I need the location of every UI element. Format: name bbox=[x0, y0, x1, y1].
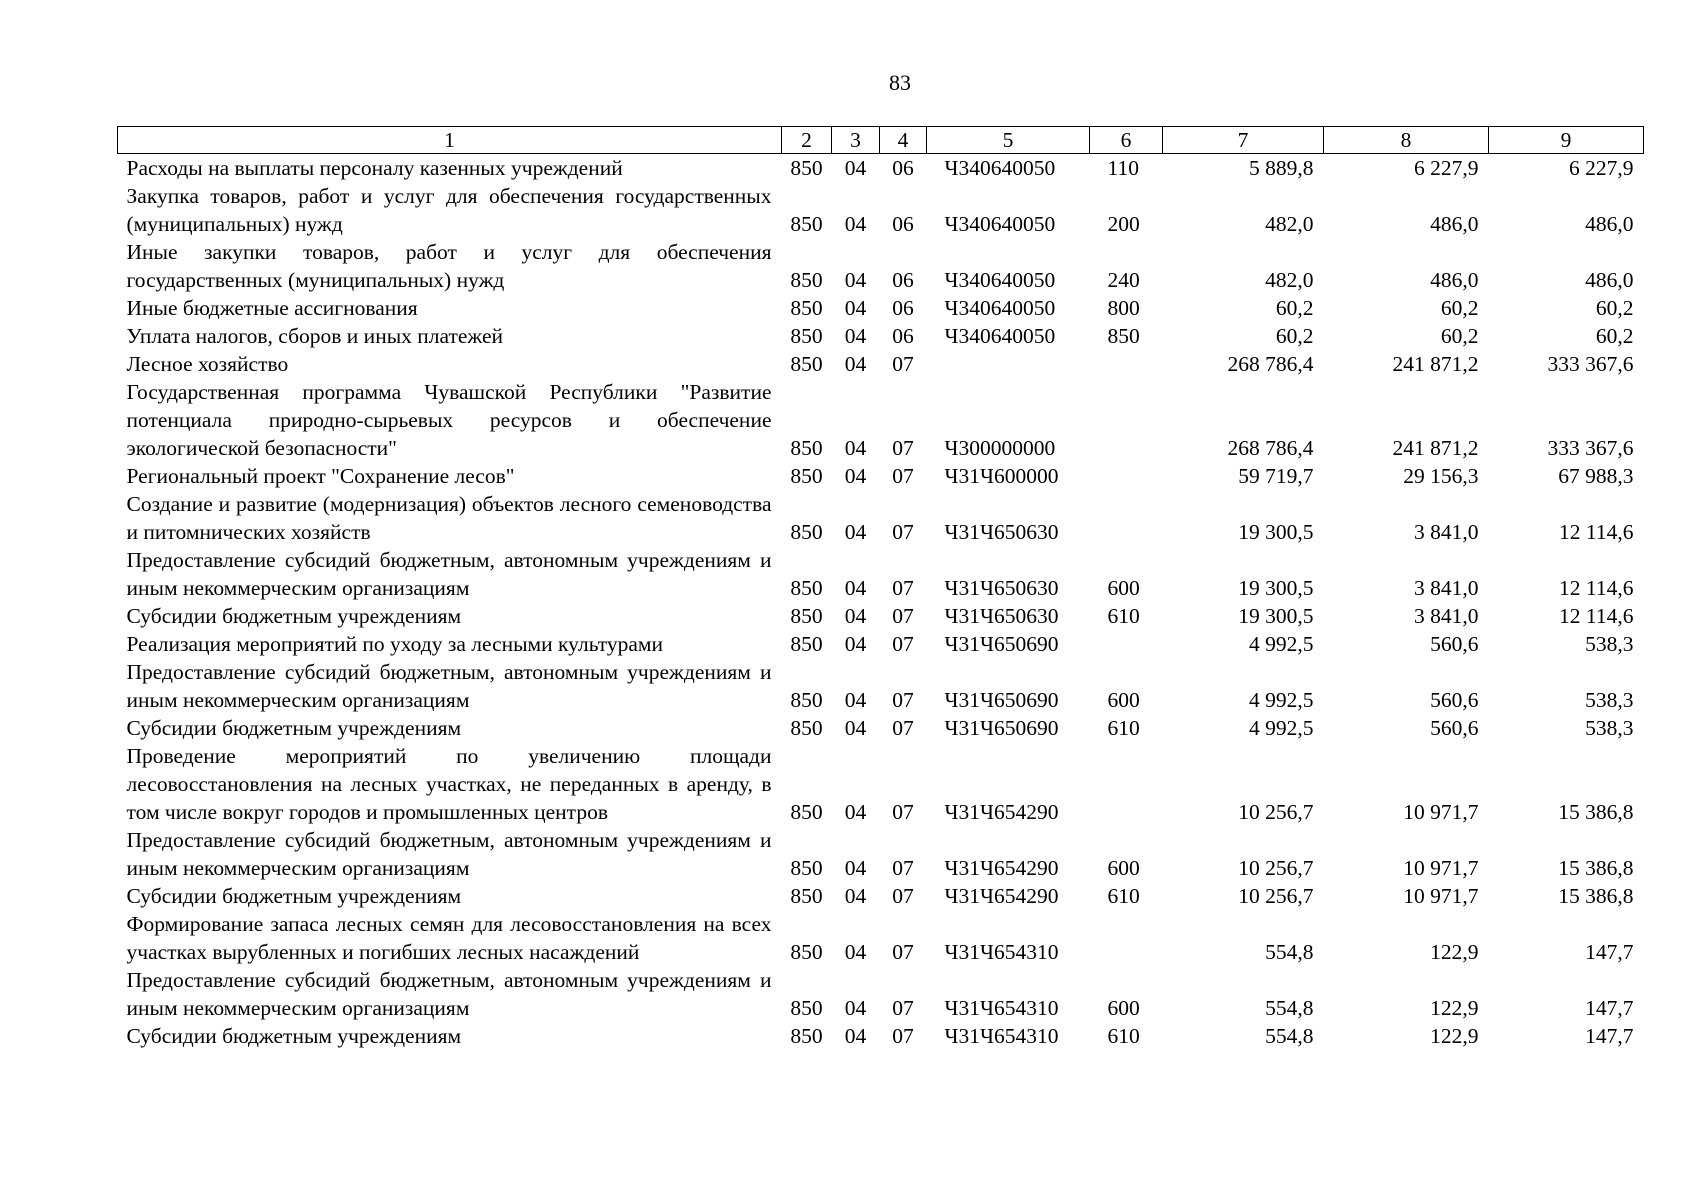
header-col-9: 9 bbox=[1489, 127, 1644, 154]
page-number: 83 bbox=[889, 70, 911, 95]
row-section: 04 bbox=[844, 324, 867, 348]
row-grbs: 850 bbox=[790, 296, 823, 320]
row-grbs: 850 bbox=[790, 464, 823, 488]
table-row bbox=[118, 378, 1644, 462]
row-amount-year3: 538,3 bbox=[1585, 632, 1634, 656]
header-col-2: 2 bbox=[782, 127, 832, 154]
row-subsection: 07 bbox=[892, 464, 914, 488]
row-amount-year1: 10 256,7 bbox=[1238, 884, 1314, 908]
row-target-article: Ч340640050 bbox=[944, 268, 1056, 292]
row-section: 04 bbox=[844, 688, 867, 712]
row-grbs: 850 bbox=[790, 576, 823, 600]
row-subsection: 07 bbox=[892, 856, 914, 880]
row-target-article: Ч340640050 bbox=[944, 324, 1056, 348]
row-name: Формирование запаса лесных семян для лесовосстановления на всех участках вырубленных и погибших лесных насаждений bbox=[126, 912, 772, 964]
row-subsection: 07 bbox=[892, 576, 914, 600]
row-section: 04 bbox=[844, 268, 867, 292]
row-name: Лесное хозяйство bbox=[126, 352, 289, 376]
row-amount-year3: 538,3 bbox=[1585, 716, 1634, 740]
row-grbs: 850 bbox=[790, 604, 823, 628]
row-target-article: Ч340640050 bbox=[944, 212, 1056, 236]
row-expense-type: 110 bbox=[1107, 156, 1139, 180]
budget-table bbox=[117, 126, 1644, 1050]
table-row bbox=[118, 350, 1644, 378]
row-amount-year2: 486,0 bbox=[1430, 268, 1479, 292]
row-grbs: 850 bbox=[790, 352, 823, 376]
row-expense-type bbox=[1090, 910, 1163, 966]
row-expense-type: 800 bbox=[1107, 296, 1140, 320]
row-amount-year1: 60,2 bbox=[1275, 324, 1314, 348]
table-row bbox=[118, 742, 1644, 826]
header-col-1: 1 bbox=[118, 127, 782, 154]
row-section: 04 bbox=[844, 576, 867, 600]
row-expense-type: 850 bbox=[1107, 324, 1140, 348]
table-row bbox=[118, 630, 1644, 658]
row-grbs: 850 bbox=[790, 212, 823, 236]
row-expense-type bbox=[1090, 350, 1163, 378]
row-subsection: 07 bbox=[892, 688, 914, 712]
row-amount-year1: 19 300,5 bbox=[1238, 576, 1314, 600]
row-amount-year1: 19 300,5 bbox=[1238, 604, 1314, 628]
row-expense-type bbox=[1090, 490, 1163, 546]
row-amount-year2: 122,9 bbox=[1430, 996, 1479, 1020]
row-target-article: Ч31Ч654310 bbox=[944, 996, 1059, 1020]
row-amount-year3: 60,2 bbox=[1595, 296, 1634, 320]
row-grbs: 850 bbox=[790, 632, 823, 656]
row-amount-year3: 486,0 bbox=[1585, 268, 1634, 292]
row-subsection: 07 bbox=[892, 716, 914, 740]
row-amount-year1: 554,8 bbox=[1265, 1024, 1314, 1048]
table-row bbox=[118, 602, 1644, 630]
row-expense-type bbox=[1090, 742, 1163, 826]
row-grbs: 850 bbox=[790, 268, 823, 292]
header-col-6: 6 bbox=[1090, 127, 1163, 154]
table-row bbox=[118, 462, 1644, 490]
row-amount-year2: 560,6 bbox=[1430, 688, 1479, 712]
row-grbs: 850 bbox=[790, 716, 823, 740]
row-grbs: 850 bbox=[790, 996, 823, 1020]
row-name: Иные бюджетные ассигнования bbox=[126, 296, 418, 320]
row-target-article: Ч31Ч654290 bbox=[944, 884, 1059, 908]
header-col-5: 5 bbox=[927, 127, 1090, 154]
row-section: 04 bbox=[844, 632, 867, 656]
row-subsection: 07 bbox=[892, 1024, 914, 1048]
row-amount-year3: 538,3 bbox=[1585, 688, 1634, 712]
table-row bbox=[118, 826, 1644, 882]
row-section: 04 bbox=[844, 996, 867, 1020]
row-section: 04 bbox=[844, 352, 867, 376]
row-expense-type: 610 bbox=[1107, 884, 1140, 908]
row-target-article bbox=[927, 350, 1090, 378]
row-subsection: 07 bbox=[892, 436, 914, 460]
row-section: 04 bbox=[844, 296, 867, 320]
row-amount-year1: 268 786,4 bbox=[1227, 352, 1314, 376]
row-expense-type: 610 bbox=[1107, 604, 1140, 628]
row-target-article: Ч31Ч650630 bbox=[944, 576, 1059, 600]
row-target-article: Ч340640050 bbox=[944, 296, 1056, 320]
table-row bbox=[118, 182, 1644, 238]
row-amount-year3: 6 227,9 bbox=[1569, 156, 1634, 180]
row-subsection: 07 bbox=[892, 632, 914, 656]
row-amount-year2: 560,6 bbox=[1430, 632, 1479, 656]
table-row bbox=[118, 910, 1644, 966]
row-amount-year1: 60,2 bbox=[1275, 296, 1314, 320]
row-name: Субсидии бюджетным учреждениям bbox=[126, 1024, 462, 1048]
row-amount-year1: 10 256,7 bbox=[1238, 856, 1314, 880]
table-body bbox=[118, 154, 1644, 1051]
row-target-article: Ч31Ч600000 bbox=[944, 464, 1059, 488]
row-grbs: 850 bbox=[790, 436, 823, 460]
row-expense-type bbox=[1090, 630, 1163, 658]
row-target-article: Ч300000000 bbox=[944, 436, 1056, 460]
row-amount-year3: 147,7 bbox=[1585, 940, 1634, 964]
header-col-3: 3 bbox=[832, 127, 880, 154]
row-amount-year3: 15 386,8 bbox=[1558, 800, 1634, 824]
table-row bbox=[118, 238, 1644, 294]
row-amount-year3: 12 114,6 bbox=[1559, 520, 1634, 544]
row-name: Иные закупки товаров, работ и услуг для обеспечения государственных (муниципальных) нужд bbox=[126, 240, 772, 292]
row-expense-type: 600 bbox=[1107, 856, 1140, 880]
row-amount-year1: 5 889,8 bbox=[1249, 156, 1314, 180]
row-grbs: 850 bbox=[790, 800, 823, 824]
row-name: Уплата налогов, сборов и иных платежей bbox=[126, 324, 504, 348]
row-amount-year1: 10 256,7 bbox=[1238, 800, 1314, 824]
table-row bbox=[118, 546, 1644, 602]
row-expense-type: 600 bbox=[1107, 688, 1140, 712]
row-expense-type: 610 bbox=[1107, 1024, 1140, 1048]
row-amount-year2: 6 227,9 bbox=[1414, 156, 1479, 180]
row-grbs: 850 bbox=[790, 520, 823, 544]
row-expense-type bbox=[1090, 462, 1163, 490]
row-name: Реализация мероприятий по уходу за лесными культурами bbox=[126, 632, 663, 656]
row-amount-year3: 486,0 bbox=[1585, 212, 1634, 236]
row-amount-year1: 4 992,5 bbox=[1249, 716, 1314, 740]
row-subsection: 07 bbox=[892, 940, 914, 964]
row-amount-year2: 3 841,0 bbox=[1414, 576, 1479, 600]
row-subsection: 06 bbox=[892, 212, 914, 236]
row-amount-year3: 67 988,3 bbox=[1558, 464, 1634, 488]
row-name: Предоставление субсидий бюджетным, автономным учреждениям и иным некоммерческим организациям bbox=[126, 828, 772, 880]
row-amount-year3: 147,7 bbox=[1585, 1024, 1634, 1048]
row-section: 04 bbox=[844, 800, 867, 824]
row-grbs: 850 bbox=[790, 856, 823, 880]
header-col-8: 8 bbox=[1324, 127, 1489, 154]
row-expense-type: 200 bbox=[1107, 212, 1140, 236]
row-amount-year3: 12 114,6 bbox=[1559, 604, 1634, 628]
row-expense-type: 240 bbox=[1107, 268, 1140, 292]
header-row bbox=[118, 127, 1644, 154]
table-row bbox=[118, 966, 1644, 1022]
row-name: Предоставление субсидий бюджетным, автономным учреждениям и иным некоммерческим организациям bbox=[126, 548, 772, 600]
row-amount-year2: 241 871,2 bbox=[1392, 352, 1479, 376]
row-amount-year2: 60,2 bbox=[1440, 324, 1479, 348]
row-section: 04 bbox=[844, 1024, 867, 1048]
row-amount-year3: 147,7 bbox=[1585, 996, 1634, 1020]
row-amount-year1: 59 719,7 bbox=[1238, 464, 1314, 488]
row-target-article: Ч31Ч650690 bbox=[944, 632, 1059, 656]
row-expense-type: 600 bbox=[1107, 576, 1140, 600]
row-name: Проведение мероприятий по увеличению площади лесовосстановления на лесных участках, не переданных в аренду, в том числе вокруг городов и промышленных центров bbox=[126, 744, 772, 824]
row-amount-year1: 482,0 bbox=[1265, 268, 1314, 292]
row-name: Предоставление субсидий бюджетным, автономным учреждениям и иным некоммерческим организациям bbox=[126, 660, 772, 712]
row-amount-year1: 554,8 bbox=[1265, 940, 1314, 964]
row-amount-year1: 19 300,5 bbox=[1238, 520, 1314, 544]
row-amount-year1: 268 786,4 bbox=[1227, 436, 1314, 460]
row-subsection: 07 bbox=[892, 800, 914, 824]
row-name: Субсидии бюджетным учреждениям bbox=[126, 716, 462, 740]
row-subsection: 06 bbox=[892, 296, 914, 320]
table-row bbox=[118, 322, 1644, 350]
row-amount-year2: 241 871,2 bbox=[1392, 436, 1479, 460]
row-section: 04 bbox=[844, 520, 867, 544]
table-row bbox=[118, 658, 1644, 714]
row-amount-year1: 4 992,5 bbox=[1249, 632, 1314, 656]
row-section: 04 bbox=[844, 436, 867, 460]
row-amount-year2: 3 841,0 bbox=[1414, 604, 1479, 628]
row-name: Закупка товаров, работ и услуг для обеспечения государственных (муниципальных) нужд bbox=[126, 184, 772, 236]
table-row bbox=[118, 1022, 1644, 1050]
row-grbs: 850 bbox=[790, 688, 823, 712]
row-section: 04 bbox=[844, 212, 867, 236]
row-amount-year2: 560,6 bbox=[1430, 716, 1479, 740]
row-name: Субсидии бюджетным учреждениям bbox=[126, 884, 462, 908]
row-subsection: 07 bbox=[892, 604, 914, 628]
row-subsection: 07 bbox=[892, 520, 914, 544]
row-name: Субсидии бюджетным учреждениям bbox=[126, 604, 462, 628]
row-target-article: Ч340640050 bbox=[944, 156, 1056, 180]
row-target-article: Ч31Ч654310 bbox=[944, 1024, 1059, 1048]
row-amount-year1: 554,8 bbox=[1265, 996, 1314, 1020]
row-target-article: Ч31Ч650630 bbox=[944, 520, 1059, 544]
table-row bbox=[118, 882, 1644, 910]
row-amount-year3: 12 114,6 bbox=[1559, 576, 1634, 600]
row-grbs: 850 bbox=[790, 156, 823, 180]
row-subsection: 07 bbox=[892, 352, 914, 376]
row-subsection: 07 bbox=[892, 996, 914, 1020]
header-col-7: 7 bbox=[1163, 127, 1324, 154]
row-subsection: 06 bbox=[892, 268, 914, 292]
row-section: 04 bbox=[844, 464, 867, 488]
row-amount-year2: 122,9 bbox=[1430, 1024, 1479, 1048]
row-amount-year2: 122,9 bbox=[1430, 940, 1479, 964]
row-amount-year1: 482,0 bbox=[1265, 212, 1314, 236]
row-name: Государственная программа Чувашской Республики "Развитие потенциала природно-сырьевых ресурсов и обеспечение экологической безопасности" bbox=[126, 380, 772, 460]
row-section: 04 bbox=[844, 604, 867, 628]
row-grbs: 850 bbox=[790, 324, 823, 348]
row-amount-year3: 333 367,6 bbox=[1547, 352, 1634, 376]
row-amount-year3: 15 386,8 bbox=[1558, 856, 1634, 880]
row-expense-type bbox=[1090, 378, 1163, 462]
row-amount-year2: 486,0 bbox=[1430, 212, 1479, 236]
table-header bbox=[118, 127, 1644, 154]
table-row bbox=[118, 490, 1644, 546]
row-amount-year2: 10 971,7 bbox=[1403, 884, 1479, 908]
row-name: Создание и развитие (модернизация) объектов лесного семеноводства и питомнических хозяйств bbox=[126, 492, 772, 544]
row-name: Предоставление субсидий бюджетным, автономным учреждениям и иным некоммерческим организациям bbox=[126, 968, 772, 1020]
row-target-article: Ч31Ч650690 bbox=[944, 688, 1059, 712]
row-section: 04 bbox=[844, 156, 867, 180]
row-target-article: Ч31Ч654290 bbox=[944, 856, 1059, 880]
row-subsection: 06 bbox=[892, 324, 914, 348]
row-expense-type: 600 bbox=[1107, 996, 1140, 1020]
row-target-article: Ч31Ч654310 bbox=[944, 940, 1059, 964]
row-section: 04 bbox=[844, 884, 867, 908]
row-section: 04 bbox=[844, 856, 867, 880]
row-target-article: Ч31Ч650690 bbox=[944, 716, 1059, 740]
row-amount-year2: 10 971,7 bbox=[1403, 800, 1479, 824]
row-amount-year2: 60,2 bbox=[1440, 296, 1479, 320]
row-amount-year3: 333 367,6 bbox=[1547, 436, 1634, 460]
row-amount-year2: 3 841,0 bbox=[1414, 520, 1479, 544]
row-grbs: 850 bbox=[790, 884, 823, 908]
table-row bbox=[118, 154, 1644, 183]
row-amount-year3: 60,2 bbox=[1595, 324, 1634, 348]
row-amount-year2: 10 971,7 bbox=[1403, 856, 1479, 880]
row-target-article: Ч31Ч654290 bbox=[944, 800, 1059, 824]
table-row bbox=[118, 294, 1644, 322]
row-expense-type: 610 bbox=[1107, 716, 1140, 740]
row-section: 04 bbox=[844, 940, 867, 964]
row-amount-year1: 4 992,5 bbox=[1249, 688, 1314, 712]
row-amount-year3: 15 386,8 bbox=[1558, 884, 1634, 908]
row-grbs: 850 bbox=[790, 1024, 823, 1048]
row-subsection: 07 bbox=[892, 884, 914, 908]
header-col-4: 4 bbox=[880, 127, 927, 154]
row-amount-year2: 29 156,3 bbox=[1403, 464, 1479, 488]
row-name: Региональный проект "Сохранение лесов" bbox=[126, 464, 515, 488]
row-target-article: Ч31Ч650630 bbox=[944, 604, 1059, 628]
row-name: Расходы на выплаты персоналу казенных учреждений bbox=[126, 156, 623, 180]
row-grbs: 850 bbox=[790, 940, 823, 964]
row-subsection: 06 bbox=[892, 156, 914, 180]
row-section: 04 bbox=[844, 716, 867, 740]
table-row bbox=[118, 714, 1644, 742]
